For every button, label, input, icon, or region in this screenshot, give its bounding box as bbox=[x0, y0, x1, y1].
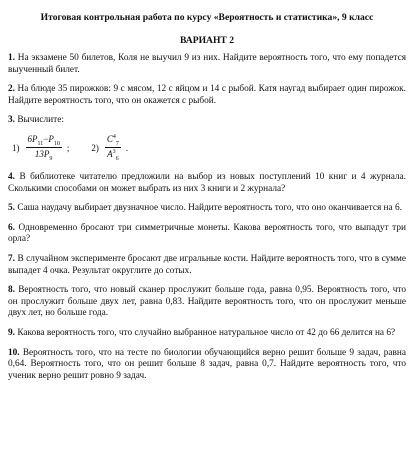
task-number: 7. bbox=[8, 253, 15, 264]
task-number: 1. bbox=[8, 53, 15, 63]
task-number: 10. bbox=[8, 347, 20, 358]
task-10 bbox=[8, 348, 406, 383]
task-number: 9. bbox=[8, 327, 15, 338]
formula-1 bbox=[12, 134, 69, 163]
formula-2 bbox=[91, 134, 128, 163]
task-number: 2. bbox=[8, 84, 15, 95]
task-4 bbox=[8, 172, 406, 195]
task-text: Какова вероятность того, что случайно выбранное натуральное число от 42 до 66 делится на 6? bbox=[17, 327, 396, 338]
fraction-denominator: $13P_9$ bbox=[34, 149, 53, 163]
task-text: В библиотеке читателю предложили на выбор из новых поступлений 10 книг и 4 журнала. Сколькими способами он может выбрать из них 3 книги и 2 журнала? bbox=[8, 171, 407, 194]
variant-heading: ВАРИАНТ 2 bbox=[179, 35, 235, 46]
formula-punctuation: ; bbox=[66, 142, 70, 153]
task-8 bbox=[8, 285, 406, 320]
task-number: 6. bbox=[8, 222, 15, 233]
fraction-numerator: $C^4_7$ bbox=[106, 133, 119, 147]
task-text: Вычислите: bbox=[17, 115, 64, 126]
task-number: 5. bbox=[8, 203, 15, 214]
task-1 bbox=[8, 53, 406, 76]
task-text: Саша наудачу выбирает двузначное число. Найдите вероятность того, что оно оканчивается на 6. bbox=[17, 203, 402, 214]
task-3-formulas bbox=[12, 133, 406, 163]
fraction-numerator: $6P_{11}-P_{10}$ bbox=[27, 133, 60, 147]
task-7 bbox=[8, 254, 406, 277]
task-text: Одновременно бросают три симметричные монеты. Какова вероятность того, что выпадут три орла? bbox=[8, 222, 406, 245]
fraction bbox=[26, 134, 62, 163]
task-6 bbox=[8, 223, 406, 246]
fraction-denominator: $A^3_6$ bbox=[107, 149, 119, 163]
task-text: Вероятность того, что новый сканер прослужит больше года, равна 0,95. Вероятность того, что он прослужит больше двух лет, равна 0,83. Найдите вероятность того, что он прослужит меньше двух лет, но больше года. bbox=[8, 285, 407, 319]
task-number: 4. bbox=[8, 171, 15, 182]
formula-punctuation: . bbox=[125, 142, 129, 153]
task-2 bbox=[8, 84, 406, 107]
task-number: 8. bbox=[8, 285, 15, 296]
task-5 bbox=[8, 203, 406, 215]
task-3 bbox=[8, 115, 406, 127]
worksheet-title: Итоговая контрольная работа по курсу «Вероятность и статистика», 9 класс bbox=[40, 12, 374, 23]
task-text: На блюде 35 пирожков: 9 с мясом, 12 с яйцом и 14 с рыбой. Катя наугад выбирает один пирожок. Найдите вероятность того, что он окажется с рыбой. bbox=[8, 84, 407, 106]
formula-label: 2) bbox=[91, 142, 99, 153]
task-text: В случайном эксперименте бросают две игральные кости. Найдите вероятность того, что в сумме выпадет 4 очка. Результат округлите до сотых. bbox=[8, 253, 406, 276]
formula-label: 1) bbox=[12, 142, 20, 153]
task-number: 3. bbox=[8, 115, 15, 126]
task-text: На экзамене 50 билетов, Коля не выучил 9 из них. Найдите вероятность того, что ему попадется выученный билет. bbox=[8, 53, 406, 75]
task-9 bbox=[8, 328, 406, 340]
fraction bbox=[105, 134, 121, 163]
task-text: Вероятность того, что на тесте по биологии обучающийся верно решит больше 9 задач, равна 0,64. Вероятность того, что он решит больше 8 задач, равна 0,7. Найдите вероятность того, что ученик верно решит ровно 9 задач. bbox=[8, 347, 406, 381]
